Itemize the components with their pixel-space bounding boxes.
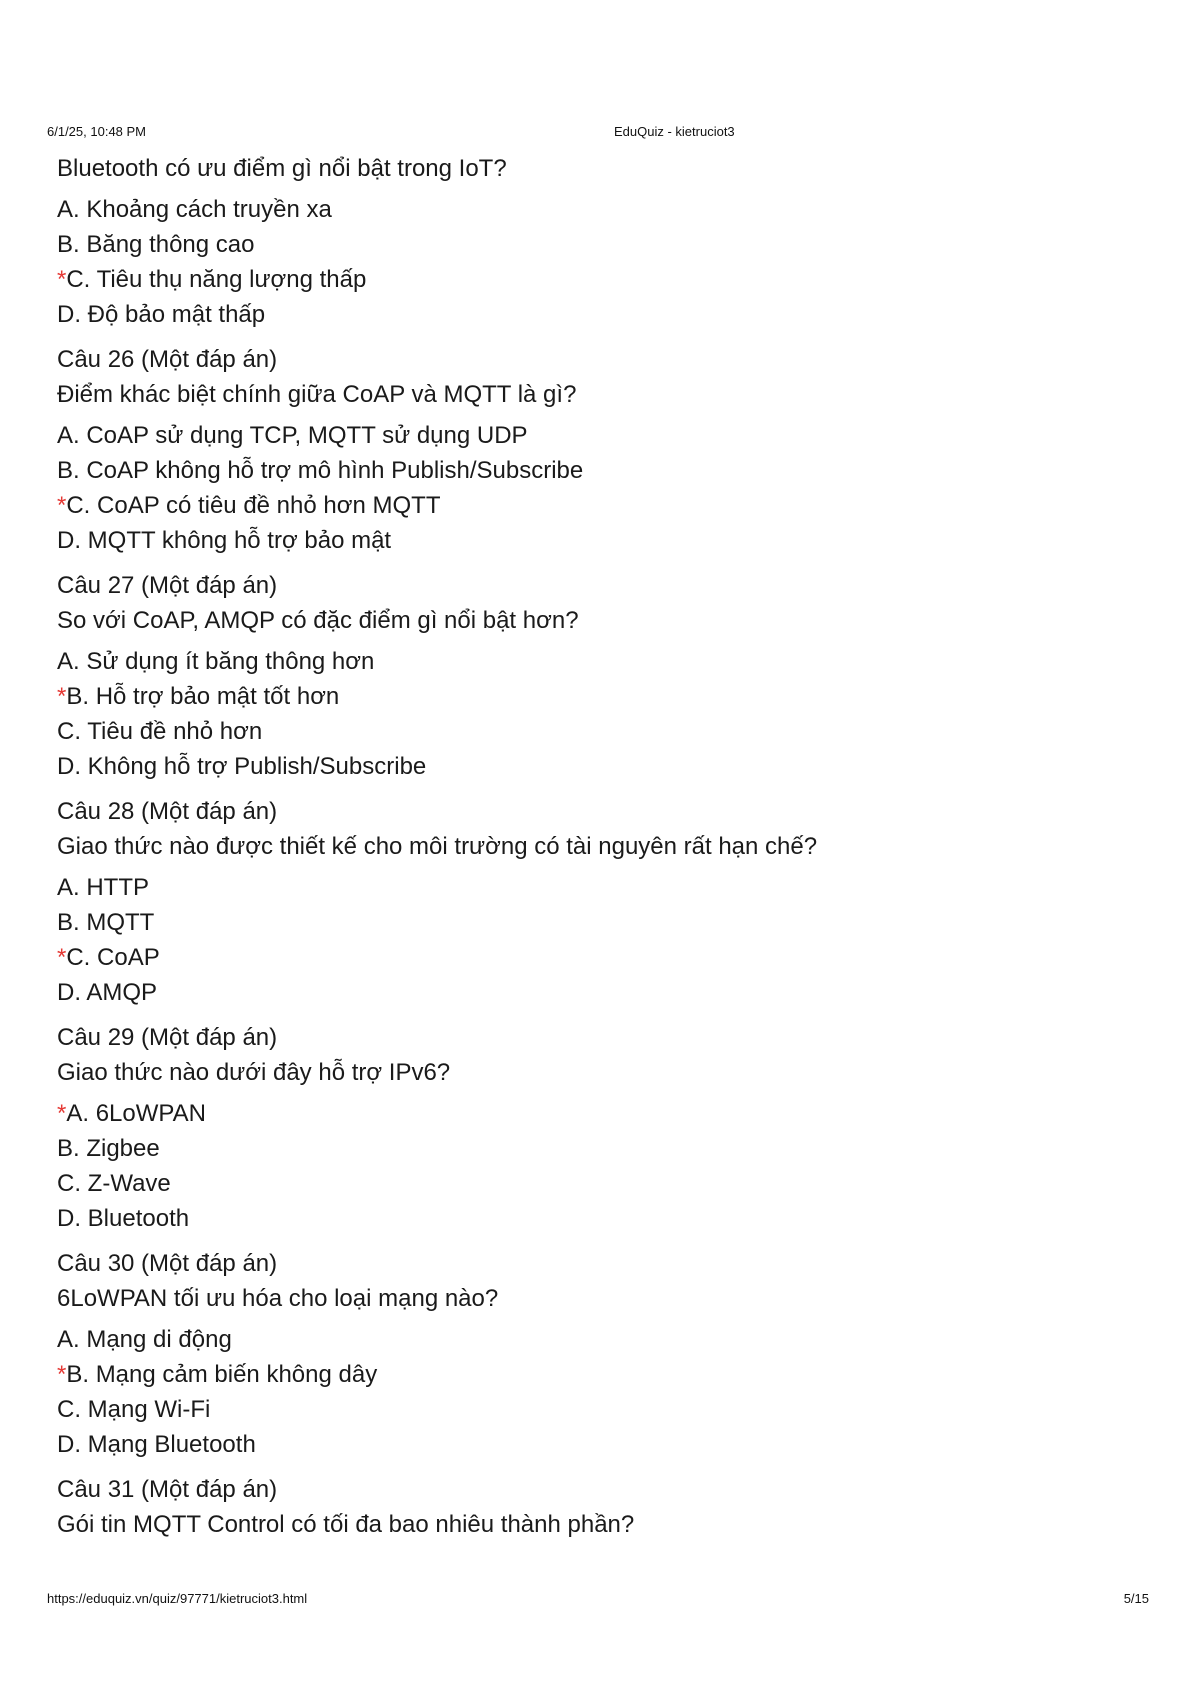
question-27-text: So với CoAP, AMQP có đặc điểm gì nổi bật hơn? — [57, 607, 579, 634]
q30-option-b-label: B. Mạng cảm biến không dây — [66, 1361, 378, 1388]
quiz-content — [57, 151, 1147, 1548]
q28-option-d: D. AMQP — [57, 979, 158, 1006]
correct-marker: * — [57, 266, 67, 293]
correct-marker: * — [57, 492, 67, 519]
question-29-text: Giao thức nào dưới đây hỗ trợ IPv6? — [57, 1059, 451, 1086]
question-26-text: Điểm khác biệt chính giữa CoAP và MQTT là gì? — [57, 381, 577, 408]
q28-option-b: B. MQTT — [57, 909, 155, 936]
q27-option-c: C. Tiêu đề nhỏ hơn — [57, 718, 263, 745]
q29-option-a-label: A. 6LoWPAN — [66, 1100, 206, 1127]
q30-option-a: A. Mạng di động — [57, 1326, 232, 1353]
q27-option-b-label: B. Hỗ trợ bảo mật tốt hơn — [66, 683, 340, 710]
q29-option-c: C. Z-Wave — [57, 1170, 171, 1197]
q30-option-c: C. Mạng Wi-Fi — [57, 1396, 211, 1423]
question-31-heading: Câu 31 (Một đáp án) — [57, 1476, 278, 1503]
question-31-text: Gói tin MQTT Control có tối đa bao nhiêu thành phần? — [57, 1511, 635, 1538]
q28-option-c — [57, 940, 1147, 975]
q26-option-d: D. MQTT không hỗ trợ bảo mật — [57, 527, 392, 554]
q26-option-c-label: C. CoAP có tiêu đề nhỏ hơn MQTT — [66, 492, 441, 519]
q26-option-c — [57, 488, 1147, 523]
q29-option-d: D. Bluetooth — [57, 1205, 190, 1232]
correct-marker: * — [57, 683, 67, 710]
q30-option-b — [57, 1357, 1147, 1392]
q27-option-a: A. Sử dụng ít băng thông hơn — [57, 648, 375, 675]
q25-option-a: A. Khoảng cách truyền xa — [57, 196, 332, 223]
q26-option-a: A. CoAP sử dụng TCP, MQTT sử dụng UDP — [57, 422, 528, 449]
q27-option-d: D. Không hỗ trợ Publish/Subscribe — [57, 753, 427, 780]
q25-option-d: D. Độ bảo mật thấp — [57, 301, 266, 328]
q26-option-b: B. CoAP không hỗ trợ mô hình Publish/Subscribe — [57, 457, 584, 484]
question-30-heading: Câu 30 (Một đáp án) — [57, 1250, 278, 1277]
page-number: 5/15 — [1123, 1591, 1149, 1606]
question-28-text: Giao thức nào được thiết kế cho môi trường có tài nguyên rất hạn chế? — [57, 833, 818, 860]
q28-option-c-label: C. CoAP — [66, 944, 160, 971]
print-url: https://eduquiz.vn/quiz/97771/kietruciot3.html — [47, 1591, 308, 1606]
q29-option-b: B. Zigbee — [57, 1135, 160, 1162]
question-30-text: 6LoWPAN tối ưu hóa cho loại mạng nào? — [57, 1285, 499, 1312]
correct-marker: * — [57, 1100, 67, 1127]
correct-marker: * — [57, 944, 67, 971]
q28-option-a: A. HTTP — [57, 874, 150, 901]
q27-option-b — [57, 679, 1147, 714]
q25-option-c-label: C. Tiêu thụ năng lượng thấp — [66, 266, 367, 293]
q25-option-c — [57, 262, 1147, 297]
correct-marker: * — [57, 1361, 67, 1388]
q29-option-a — [57, 1096, 1147, 1131]
question-27-heading: Câu 27 (Một đáp án) — [57, 572, 278, 599]
question-29-heading: Câu 29 (Một đáp án) — [57, 1024, 278, 1051]
q25-option-b: B. Băng thông cao — [57, 231, 255, 258]
question-26-heading: Câu 26 (Một đáp án) — [57, 346, 278, 373]
question-25-text: Bluetooth có ưu điểm gì nổi bật trong IoT? — [57, 155, 507, 182]
question-28-heading: Câu 28 (Một đáp án) — [57, 798, 278, 825]
print-title: EduQuiz - kietruciot3 — [614, 124, 735, 139]
q30-option-d: D. Mạng Bluetooth — [57, 1431, 256, 1458]
print-datetime: 6/1/25, 10:48 PM — [47, 124, 147, 139]
